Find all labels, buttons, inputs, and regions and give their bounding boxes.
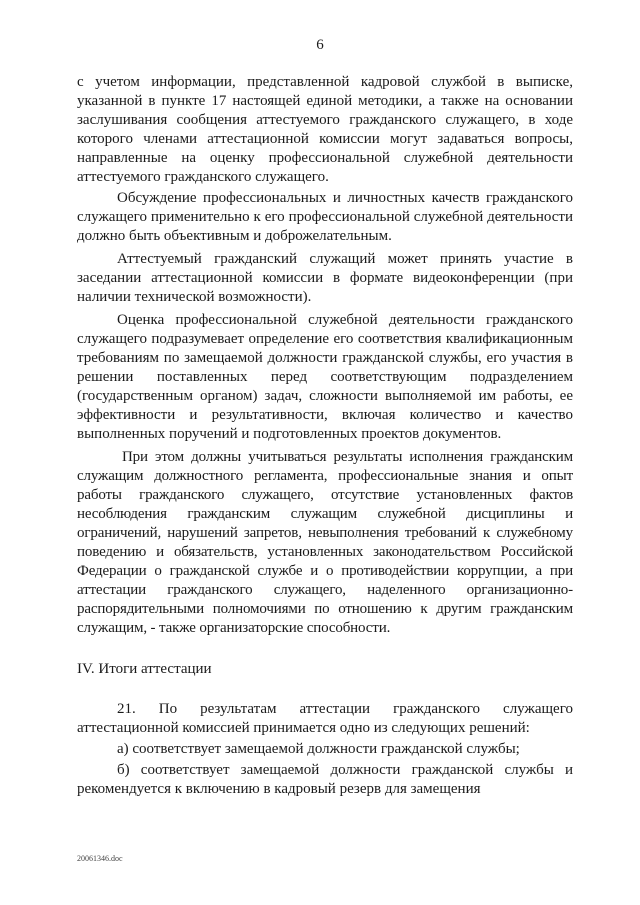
paragraph-option-b: б) соответствует замещаемой должности гражданской службы и рекомендуется к включению в кадровый резерв для замещения (77, 762, 573, 797)
paragraph-evaluation: Оценка профессиональной служебной деятельности гражданского служащего подразумевает определение его соответствия квалификационным требованиям по замещаемой должности гражданской службы, его участия в решении поставленных перед соответствующим подразделением (государственным органом) задач, сложности выполняемой им работы, ее эффективности и результативности, включая количество и качество выполненных поручений и подготовленных проектов документов. (77, 312, 573, 442)
paragraph-discussion: Обсуждение профессиональных и личностных качеств гражданского служащего применительно к его профессиональной служебной деятельности должно быть объективным и доброжелательным. (77, 190, 573, 244)
page-number: 6 (316, 37, 324, 53)
paragraph-option-a: а) соответствует замещаемой должности гражданской службы; (117, 741, 520, 757)
paragraph-continuation: с учетом информации, представленной кадровой службой в выписке, указанной в пункте 17 настоящей единой методики, а также на основании заслушивания сообщения аттестуемого гражданского служащего, в ходе которого членами аттестационной комиссии могут задаваться вопросы, направленные на оценку профессиональной служебной деятельности аттестуемого гражданского служащего. (77, 74, 573, 185)
document-body (77, 73, 573, 799)
paragraph-item-21: 21. По результатам аттестации гражданского служащего аттестационной комиссией принимается одно из следующих решений: (77, 701, 573, 736)
footer-filename: 20061346.doc (77, 854, 123, 863)
paragraph-videoconference: Аттестуемый гражданский служащий может принять участие в заседании аттестационной комиссии в формате видеоконференции (при наличии технической возможности). (77, 251, 573, 305)
paragraph-considerations: При этом должны учитываться результаты исполнения гражданским служащим должностного регламента, профессиональные знания и опыт работы гражданского служащего, отсутствие установленных фактов несоблюдения гражданским служащим служебной дисциплины и ограничений, нарушений запретов, невыполнения требований к служебному поведению и обязательств, установленных законодательством Российской Федерации о гражданской службе и о противодействии коррупции, а при аттестации гражданского служащего, наделенного организационно-распорядительными полномочиями по отношению к другим гражданским служащим, - также организаторские способности. (77, 449, 573, 636)
section-heading: IV. Итоги аттестации (77, 661, 212, 677)
